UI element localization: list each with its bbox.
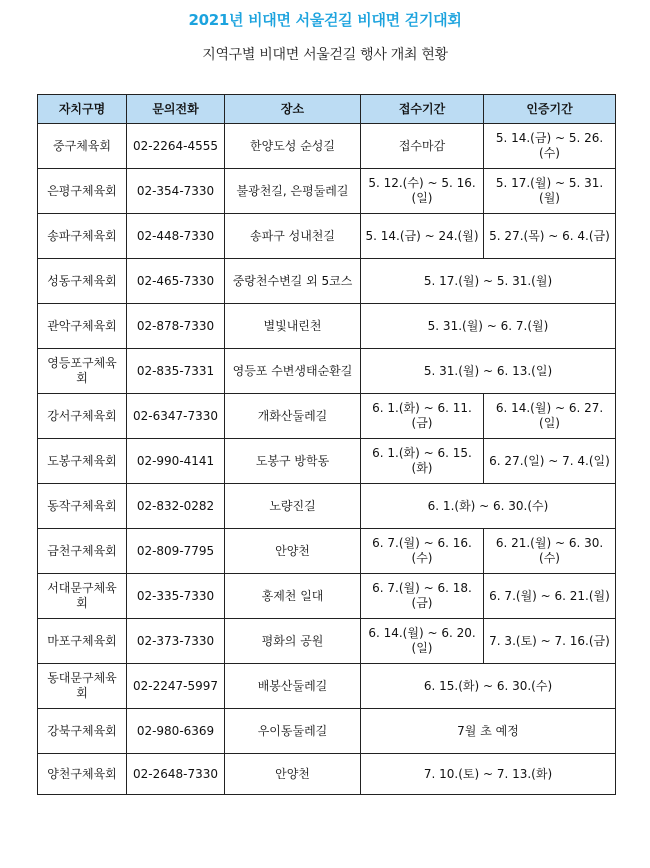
- cell-district: 양천구체육회: [38, 754, 127, 795]
- cell-phone: 02-980-6369: [127, 709, 225, 754]
- cell-phone: 02-465-7330: [127, 259, 225, 304]
- cell-place: 도봉구 방학동: [225, 439, 361, 484]
- cell-certification: 6. 27.(일) ~ 7. 4.(일): [484, 439, 616, 484]
- cell-district: 강북구체육회: [38, 709, 127, 754]
- cell-district: 서대문구체육회: [38, 574, 127, 619]
- table-row: [38, 124, 616, 169]
- cell-period: 6. 15.(화) ~ 6. 30.(수): [361, 664, 616, 709]
- cell-district: 영등포구체육회: [38, 349, 127, 394]
- cell-certification: 7. 3.(토) ~ 7. 16.(금): [484, 619, 616, 664]
- cell-place: 개화산둘레길: [225, 394, 361, 439]
- cell-registration: 6. 1.(화) ~ 6. 15.(화): [361, 439, 484, 484]
- page-title: 2021년 비대면 서울걷길 비대면 걷기대회: [188, 11, 462, 29]
- cell-place: 안양천: [225, 754, 361, 795]
- table-row: [38, 169, 616, 214]
- cell-certification: 6. 7.(월) ~ 6. 21.(월): [484, 574, 616, 619]
- cell-district: 은평구체육회: [38, 169, 127, 214]
- cell-district: 금천구체육회: [38, 529, 127, 574]
- cell-period: 5. 17.(월) ~ 5. 31.(월): [361, 259, 616, 304]
- cell-phone: 02-2648-7330: [127, 754, 225, 795]
- header-place: 장소: [225, 95, 361, 124]
- table-row: [38, 259, 616, 304]
- table-body: [38, 124, 616, 795]
- table-row: [38, 349, 616, 394]
- cell-place: 노량진길: [225, 484, 361, 529]
- table-row: [38, 484, 616, 529]
- cell-place: 우이동둘레길: [225, 709, 361, 754]
- cell-registration: 접수마감: [361, 124, 484, 169]
- cell-district: 도봉구체육회: [38, 439, 127, 484]
- cell-period: 7월 초 예정: [361, 709, 616, 754]
- cell-phone: 02-335-7330: [127, 574, 225, 619]
- table-row: [38, 664, 616, 709]
- cell-certification: 5. 27.(목) ~ 6. 4.(금): [484, 214, 616, 259]
- header-district: 자치구명: [38, 95, 127, 124]
- cell-district: 동대문구체육회: [38, 664, 127, 709]
- cell-district: 강서구체육회: [38, 394, 127, 439]
- header-registration: 접수기간: [361, 95, 484, 124]
- table-row: [38, 394, 616, 439]
- cell-certification: 6. 21.(월) ~ 6. 30.(수): [484, 529, 616, 574]
- event-schedule-table: [37, 94, 616, 795]
- cell-place: 영등포 수변생태순환길: [225, 349, 361, 394]
- cell-district: 마포구체육회: [38, 619, 127, 664]
- cell-certification: 5. 14.(금) ~ 5. 26.(수): [484, 124, 616, 169]
- cell-place: 한양도성 순성길: [225, 124, 361, 169]
- table-row: [38, 439, 616, 484]
- cell-phone: 02-878-7330: [127, 304, 225, 349]
- cell-phone: 02-2264-4555: [127, 124, 225, 169]
- table-row: [38, 754, 616, 795]
- table-row: [38, 709, 616, 754]
- cell-period: 6. 1.(화) ~ 6. 30.(수): [361, 484, 616, 529]
- page-subtitle: 지역구별 비대면 서울걷길 행사 개최 현황: [202, 47, 448, 63]
- cell-place: 안양천: [225, 529, 361, 574]
- cell-phone: 02-990-4141: [127, 439, 225, 484]
- cell-phone: 02-809-7795: [127, 529, 225, 574]
- cell-place: 별빛내린천: [225, 304, 361, 349]
- cell-place: 평화의 공원: [225, 619, 361, 664]
- cell-district: 관악구체육회: [38, 304, 127, 349]
- cell-place: 홍제천 일대: [225, 574, 361, 619]
- cell-period: 5. 31.(월) ~ 6. 7.(월): [361, 304, 616, 349]
- cell-period: 7. 10.(토) ~ 7. 13.(화): [361, 754, 616, 795]
- cell-phone: 02-835-7331: [127, 349, 225, 394]
- cell-phone: 02-2247-5997: [127, 664, 225, 709]
- cell-certification: 5. 17.(월) ~ 5. 31.(월): [484, 169, 616, 214]
- table-row: [38, 304, 616, 349]
- cell-phone: 02-354-7330: [127, 169, 225, 214]
- cell-registration: 6. 7.(월) ~ 6. 18.(금): [361, 574, 484, 619]
- cell-registration: 5. 12.(수) ~ 5. 16.(일): [361, 169, 484, 214]
- cell-place: 송파구 성내천길: [225, 214, 361, 259]
- cell-place: 불광천길, 은평둘레길: [225, 169, 361, 214]
- cell-district: 동작구체육회: [38, 484, 127, 529]
- cell-phone: 02-832-0282: [127, 484, 225, 529]
- cell-district: 중구체육회: [38, 124, 127, 169]
- table-row: [38, 214, 616, 259]
- cell-phone: 02-6347-7330: [127, 394, 225, 439]
- cell-registration: 6. 1.(화) ~ 6. 11.(금): [361, 394, 484, 439]
- cell-period: 5. 31.(월) ~ 6. 13.(일): [361, 349, 616, 394]
- cell-registration: 5. 14.(금) ~ 24.(월): [361, 214, 484, 259]
- cell-district: 송파구체육회: [38, 214, 127, 259]
- header-phone: 문의전화: [127, 95, 225, 124]
- cell-place: 중랑천수변길 외 5코스: [225, 259, 361, 304]
- cell-phone: 02-448-7330: [127, 214, 225, 259]
- cell-place: 배봉산둘레길: [225, 664, 361, 709]
- cell-registration: 6. 14.(월) ~ 6. 20.(일): [361, 619, 484, 664]
- cell-certification: 6. 14.(월) ~ 6. 27.(일): [484, 394, 616, 439]
- cell-registration: 6. 7.(월) ~ 6. 16.(수): [361, 529, 484, 574]
- cell-district: 성동구체육회: [38, 259, 127, 304]
- table-row: [38, 574, 616, 619]
- cell-phone: 02-373-7330: [127, 619, 225, 664]
- table-row: [38, 529, 616, 574]
- table-header-row: [38, 95, 616, 124]
- header-certification: 인증기간: [484, 95, 616, 124]
- table-row: [38, 619, 616, 664]
